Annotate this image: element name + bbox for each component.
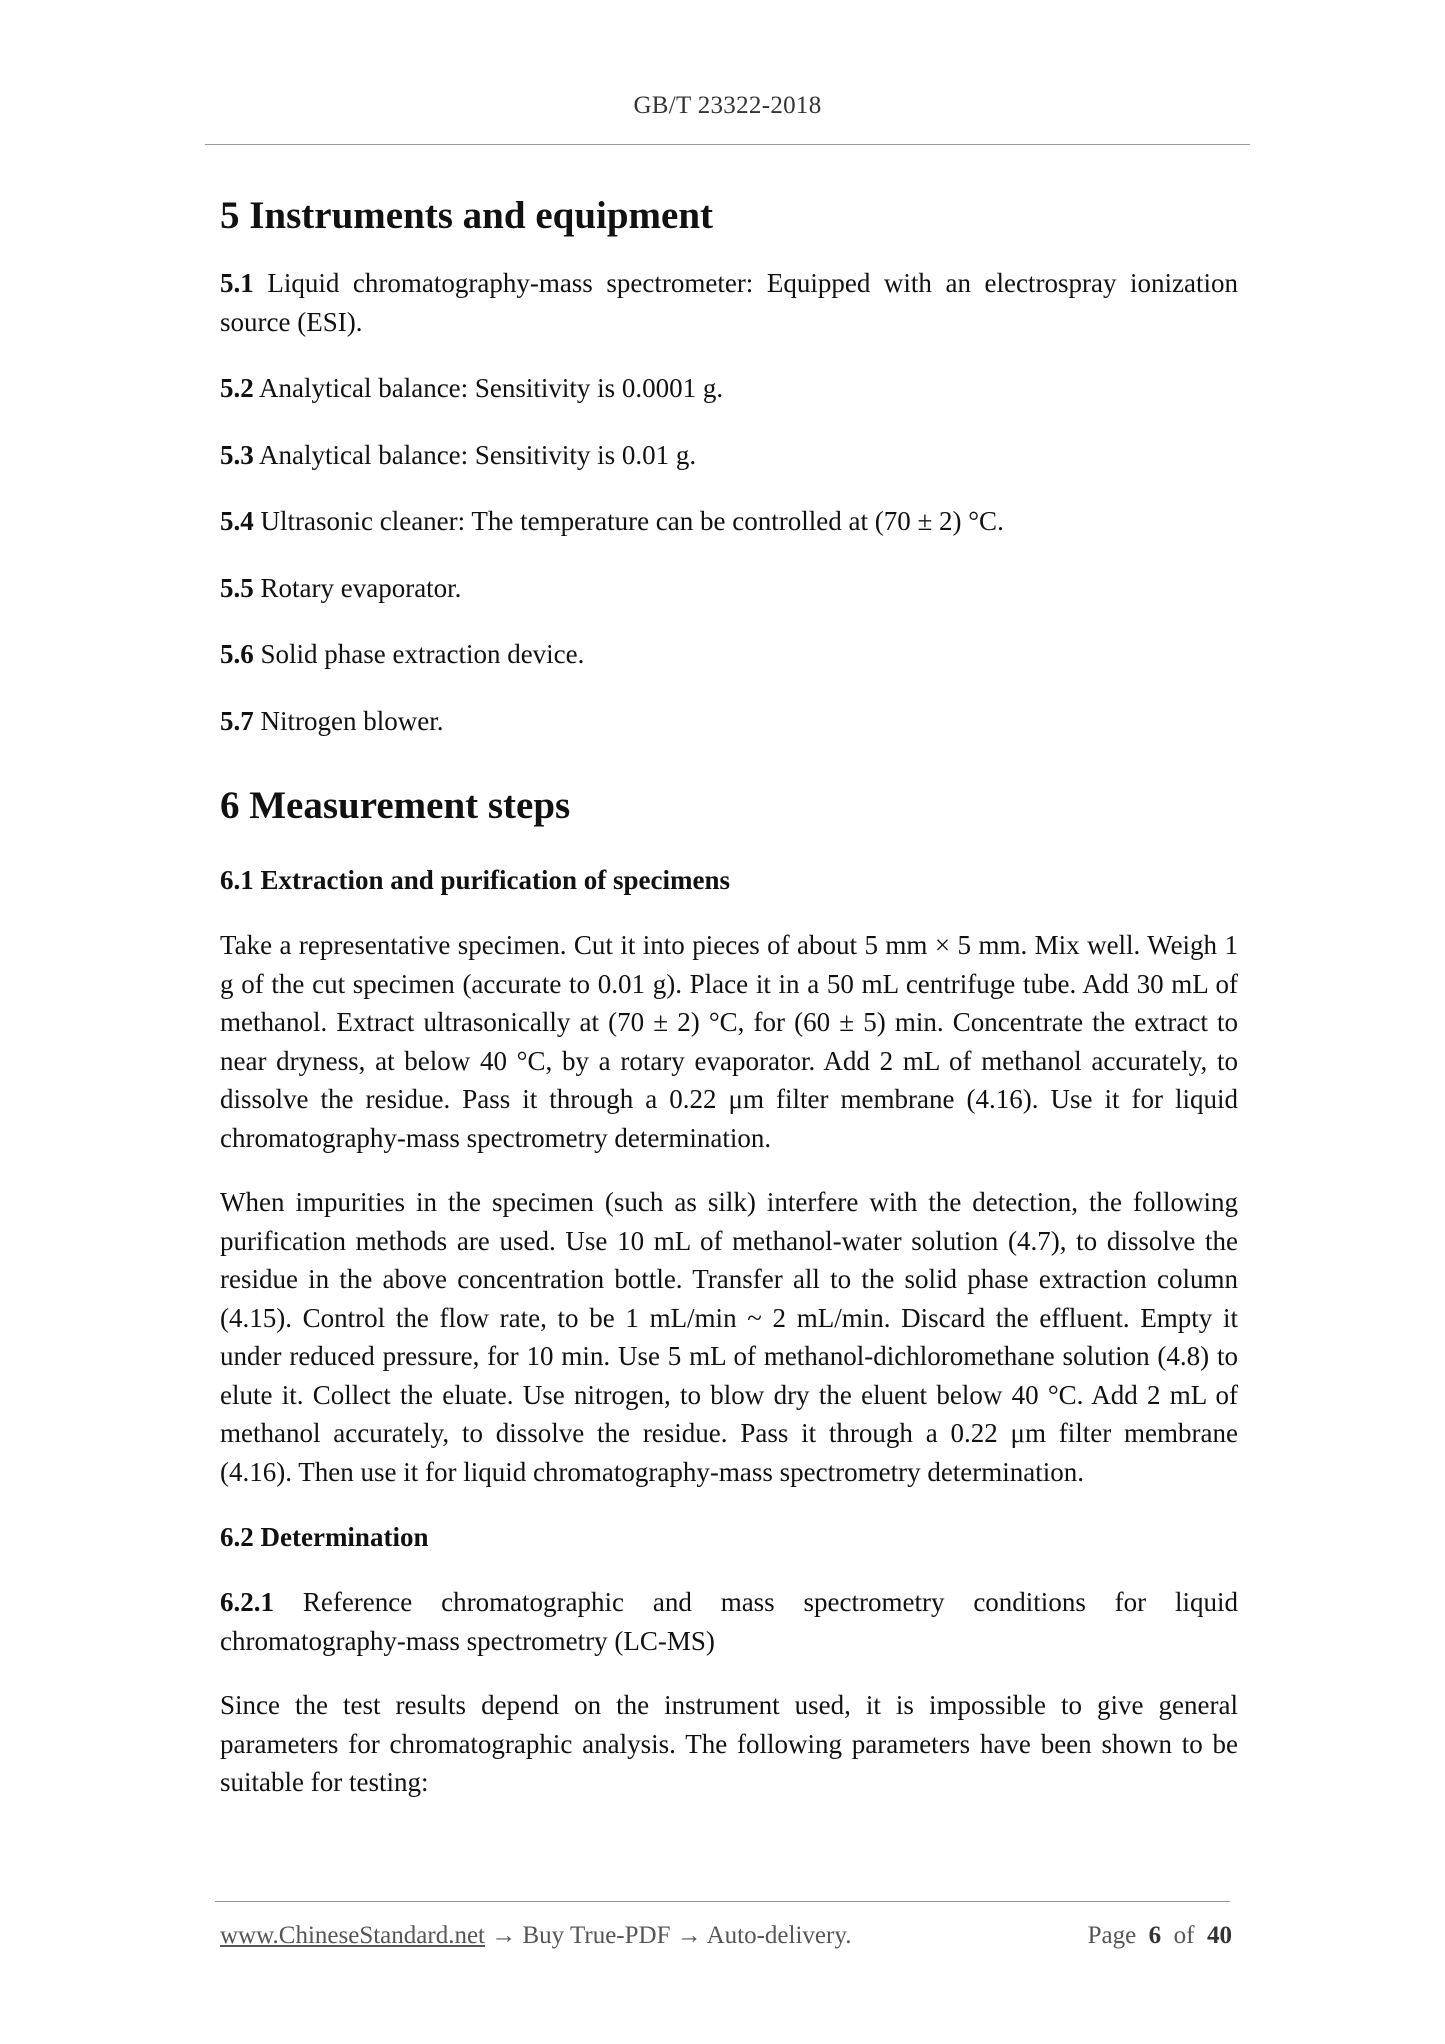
clause-number: 5.7 (220, 705, 254, 736)
paragraph-purification: When impurities in the specimen (such as silk) interfere with the detection, the following purification methods are used. Use 10 mL of methanol-water solution (4.7), to dissolve the residue in the above concentration bottle. Transfer all to the solid phase extraction column (4.15). Control the flow rate, to be 1 mL/min ~ 2 mL/min. Discard the effluent. Empty it under reduced pressure, for 10 min. Use 5 mL of methanol-dichloromethane solution (4.8) to elute it. Collect the eluate. Use nitrogen, to blow dry the eluent below 40 °C. Add 2 mL of methanol accurately, to dissolve the residue. Pass it through a 0.22 μm filter membrane (4.16). Then use it for liquid chromatography-mass spectrometry determination. (220, 1187, 1238, 1487)
arrow-icon: → (676, 1922, 702, 1949)
header-divider (205, 144, 1250, 145)
clause-number: 6.2.1 (220, 1587, 274, 1617)
clause-number: 5.2 (220, 373, 254, 403)
clause-text: Liquid chromatography-mass spectrometer: Equipped with an electrospray ionization source (ESI). (220, 268, 1238, 337)
clause-text: Ultrasonic cleaner: The temperature can be controlled at (70 ± 2) °C. (260, 506, 1004, 536)
clause-5-3 (220, 436, 1238, 475)
page-label: Page (1087, 1922, 1137, 1949)
page-number (1088, 1922, 1232, 1950)
clause-text: Solid phase extraction device. (260, 639, 585, 669)
delivery-text: Auto-delivery. (706, 1922, 852, 1949)
document-header: GB/T 23322-2018 (633, 92, 822, 119)
clause-number: 5.5 (220, 572, 254, 603)
clause-5-4 (220, 502, 1238, 541)
clause-text: Reference chromatographic and mass spectrometry conditions for liquid chromatography-mass spectrometry (LC-MS) (220, 1587, 1238, 1656)
of-label: of (1173, 1922, 1195, 1949)
clause-5-7 (220, 702, 1238, 741)
page-footer (220, 1922, 1232, 1950)
clause-text: Nitrogen blower. (260, 705, 444, 736)
clause-number: 5.3 (220, 439, 254, 470)
clause-text: Rotary evaporator. (260, 572, 462, 603)
clause-number: 5.6 (220, 639, 254, 669)
clause-text: Analytical balance: Sensitivity is 0.01 g. (259, 439, 697, 470)
clause-5-2 (220, 369, 1238, 408)
clause-5-5 (220, 569, 1238, 608)
page-content (220, 188, 1238, 1802)
paragraph-parameters: Since the test results depend on the instrument used, it is impossible to give general parameters for chromatographic analysis. The following parameters have been shown to be suitable for testing: (220, 1690, 1238, 1797)
website-link[interactable]: www.ChineseStandard.net (220, 1922, 485, 1949)
total-pages: 40 (1207, 1922, 1232, 1949)
clause-text: Analytical balance: Sensitivity is 0.0001 g. (259, 373, 724, 403)
arrow-icon: → (491, 1922, 517, 1949)
footer-divider (215, 1901, 1230, 1902)
clause-5-6 (220, 635, 1238, 674)
subsection-6-2-heading: 6.2 Determination (220, 1522, 429, 1552)
buy-text: Buy True-PDF (522, 1922, 671, 1949)
current-page: 6 (1148, 1922, 1162, 1949)
clause-6-2-1 (220, 1583, 1238, 1660)
clause-number: 5.1 (220, 268, 254, 298)
subsection-6-1-heading: 6.1 Extraction and purification of specimens (220, 865, 730, 895)
section-5-heading: 5 Instruments and equipment (220, 194, 714, 237)
clause-number: 5.4 (220, 506, 254, 536)
paragraph-extraction: Take a representative specimen. Cut it into pieces of about 5 mm × 5 mm. Mix well. Weigh 1 g of the cut specimen (accurate to 0.01 g). Place it in a 50 mL centrifuge tube. Add 30 mL of methanol. Extract ultrasonically at (70 ± 2) °C, for (60 ± 5) min. Concentrate the extract to near dryness, at below 40 °C, by a rotary evaporator. Add 2 mL of methanol accurately, to dissolve the residue. Pass it through a 0.22 μm filter membrane (4.16). Use it for liquid chromatography-mass spectrometry determination. (220, 930, 1238, 1153)
section-6-heading: 6 Measurement steps (220, 784, 571, 827)
clause-5-1 (220, 264, 1238, 341)
